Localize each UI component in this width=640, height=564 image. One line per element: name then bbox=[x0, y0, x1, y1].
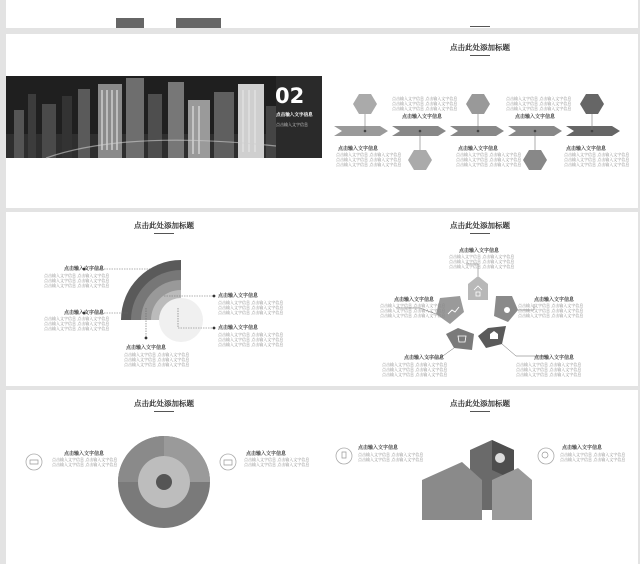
bulb-icon bbox=[495, 453, 505, 463]
text-block: 点击输入文字信息 点击输入文字信息 点击输入文字信息 点击输入文字信息 点击输入文字信息 点击输入文字信息 bbox=[382, 362, 448, 377]
hexagon bbox=[523, 150, 547, 170]
hexagon bbox=[580, 94, 604, 114]
slide-quarter-fan[interactable] bbox=[6, 212, 322, 386]
item-heading: 点击输入文字信息 bbox=[515, 114, 556, 120]
slide-title: 点击此处添加标题 bbox=[450, 221, 510, 230]
item-heading: 点击输入文字信息 bbox=[64, 266, 105, 272]
item-heading: 点击输入文字信息 bbox=[566, 146, 607, 152]
text-block: 点击输入文字信息 点击输入文字信息 点击输入文字信息 点击输入文字信息 点击输入文字信息 点击输入文字信息 bbox=[516, 362, 582, 377]
bulb-icon bbox=[336, 448, 352, 464]
text-block: 点击输入文字信息 点击输入文字信息 点击输入文字信息 点击输入文字信息 bbox=[560, 452, 626, 462]
slide-title: 点击此处添加标题 bbox=[134, 221, 194, 230]
section-heading: 点击输入文字信息 bbox=[276, 113, 313, 118]
city-night-image bbox=[6, 34, 322, 208]
item-heading: 点击输入文字信息 bbox=[402, 114, 443, 120]
section-subheading: 点击输入文字信息 bbox=[276, 122, 308, 127]
text-block: 点击输入文字信息 点击输入文字信息 点击输入文字信息 点击输入文字信息 点击输入文字信息 点击输入文字信息 bbox=[449, 254, 515, 269]
section-number: 02 bbox=[275, 84, 305, 108]
item-heading: 点击输入文字信息 bbox=[562, 445, 603, 451]
text-block: 点击输入文字信息 点击输入文字信息 点击输入文字信息 点击输入文字信息 点击输入文字信息 点击输入文字信息 bbox=[564, 152, 630, 167]
ring-graphic bbox=[6, 390, 322, 564]
slide-title: 点击此处添加标题 bbox=[450, 43, 510, 52]
pie-icon bbox=[504, 307, 510, 313]
text-block: 点击输入文字信息 点击输入文字信息 点击输入文字信息 点击输入文字信息 点击输入文字信息 点击输入文字信息 bbox=[506, 96, 572, 111]
slide-top-left[interactable] bbox=[6, 0, 322, 28]
slide-pentagon-cycle[interactable] bbox=[322, 212, 638, 386]
text-block: 点击输入文字信息 点击输入文字信息 点击输入文字信息 点击输入文字信息 点击输入文字信息 点击输入文字信息 bbox=[124, 352, 190, 367]
hexagon bbox=[353, 94, 377, 114]
item-heading: 点击输入文字信息 bbox=[218, 325, 259, 331]
item-heading: 点击输入文字信息 bbox=[394, 297, 435, 303]
item-heading: 点击输入文字信息 bbox=[338, 146, 379, 152]
text-block: 点击输入文字信息 点击输入文字信息 点击输入文字信息 点击输入文字信息 点击输入文字信息 点击输入文字信息 bbox=[456, 152, 522, 167]
partial-graphic bbox=[6, 0, 322, 28]
text-block: 点击输入文字信息 点击输入文字信息 点击输入文字信息 点击输入文字信息 点击输入文字信息 点击输入文字信息 bbox=[44, 316, 110, 331]
item-heading: 点击输入文字信息 bbox=[218, 293, 259, 299]
slide-top-right[interactable] bbox=[322, 0, 638, 28]
slide-title: 点击此处添加标题 bbox=[450, 399, 510, 408]
hexagon bbox=[408, 150, 432, 170]
slide-ring[interactable] bbox=[6, 390, 322, 564]
text-block: 点击输入文字信息 点击输入文字信息 点击输入文字信息 点击输入文字信息 点击输入文字信息 点击输入文字信息 bbox=[518, 303, 584, 318]
item-heading: 点击输入文字信息 bbox=[126, 345, 167, 351]
slide-blocks[interactable] bbox=[322, 390, 638, 564]
text-block: 点击输入文字信息 点击输入文字信息 点击输入文字信息 点击输入文字信息 点击输入文字信息 点击输入文字信息 bbox=[380, 303, 446, 318]
slide-hex-timeline[interactable] bbox=[322, 34, 638, 208]
item-heading: 点击输入文字信息 bbox=[246, 451, 287, 457]
slide-section-02[interactable] bbox=[6, 34, 322, 208]
text-block: 点击输入文字信息 点击输入文字信息 点击输入文字信息 点击输入文字信息 点击输入文字信息 点击输入文字信息 bbox=[336, 152, 402, 167]
text-block: 点击输入文字信息 点击输入文字信息 点击输入文字信息 点击输入文字信息 点击输入文字信息 点击输入文字信息 bbox=[44, 273, 110, 288]
pentagon-graphic bbox=[322, 212, 638, 386]
item-heading: 点击输入文字信息 bbox=[64, 310, 105, 316]
item-heading: 点击输入文字信息 bbox=[64, 451, 105, 457]
text-block: 点击输入文字信息 点击输入文字信息 点击输入文字信息 点击输入文字信息 点击输入文字信息 点击输入文字信息 bbox=[218, 300, 284, 315]
text-block: 点击输入文字信息 点击输入文字信息 点击输入文字信息 点击输入文字信息 bbox=[52, 457, 118, 467]
chat-icon bbox=[26, 454, 42, 470]
item-heading: 点击输入文字信息 bbox=[534, 297, 575, 303]
item-heading: 点击输入文字信息 bbox=[458, 146, 499, 152]
globe-icon bbox=[156, 474, 172, 490]
slide-title: 点击此处添加标题 bbox=[134, 399, 194, 408]
search-icon bbox=[538, 448, 554, 464]
item-heading: 点击输入文字信息 bbox=[358, 445, 399, 451]
item-heading: 点击输入文字信息 bbox=[404, 355, 445, 361]
text-block: 点击输入文字信息 点击输入文字信息 点击输入文字信息 点击输入文字信息 bbox=[244, 457, 310, 467]
text-block: 点击输入文字信息 点击输入文字信息 点击输入文字信息 点击输入文字信息 点击输入文字信息 点击输入文字信息 bbox=[218, 332, 284, 347]
hexagon bbox=[466, 94, 490, 114]
item-heading: 点击输入文字信息 bbox=[459, 248, 500, 254]
item-heading: 点击输入文字信息 bbox=[534, 355, 575, 361]
timeline-graphic bbox=[322, 34, 638, 208]
briefcase-icon bbox=[220, 454, 236, 470]
text-block: 点击输入文字信息 点击输入文字信息 点击输入文字信息 点击输入文字信息 点击输入文字信息 点击输入文字信息 bbox=[392, 96, 458, 111]
text-block: 点击输入文字信息 点击输入文字信息 点击输入文字信息 点击输入文字信息 bbox=[358, 452, 424, 462]
blocks-graphic bbox=[322, 390, 638, 564]
